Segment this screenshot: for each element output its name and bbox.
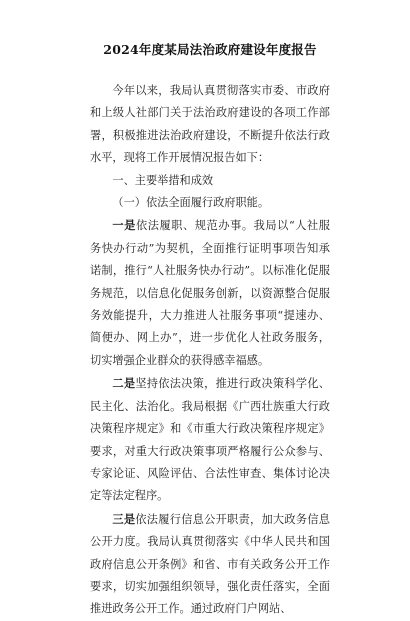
paragraph-1 bbox=[90, 214, 330, 372]
document-body bbox=[90, 80, 330, 621]
subsection-heading: （一）依法全面履行政府职能。 bbox=[112, 196, 270, 210]
paragraph-3-lead: 三是 bbox=[112, 511, 136, 526]
paragraph-2-text: 坚持依法决策，推进行政决策科学化、民主化、法治化。我局根据《广西壮族重大行政决策程序规定》和《市重大行政决策程序规定》要求，对重大行政决策事项严格履行公众参与、专家论证、风险评估、合法性审查、集体讨论决定等法定程序。 bbox=[90, 377, 330, 503]
paragraph-2 bbox=[90, 372, 330, 507]
paragraph-3-text: 依法履行信息公开职责，加大政务信息公开力度。我局认真贯彻落实《中华人民共和国政府信息公开条例》和省、市有关政务公开工作要求，切实加强组织领导，强化责任落实，全面推进政务公开工作。通过政府门户网站、 bbox=[90, 512, 330, 616]
intro-paragraph: 今年以来，我局认真贯彻落实市委、市政府和上级人社部门关于法治政府建设的各项工作部署，积极推进法治政府建设，不断提升依法行政水平，现将工作开展情况报告如下： bbox=[90, 84, 330, 165]
paragraph-1-text: 依法履职、规范办事。我局以“人社服务快办行动”为契机，全面推行证明事项告知承诺制，推行“人社服务快办行动”。以标准化促服务规范，以信息化促服务创新，以资源整合促服务效能提升，大力推进人社服务事项“提速办、简便办、网上办”，进一步优化人社政务服务，切实增强企业群众的获得感幸福感。 bbox=[90, 219, 330, 367]
paragraph-1-lead: 一是 bbox=[112, 218, 136, 233]
paragraph-3 bbox=[90, 508, 330, 621]
paragraph-2-lead: 二是 bbox=[112, 376, 136, 391]
section-heading: 一、主要举措和成效 bbox=[112, 173, 214, 187]
document-title: 2024年度某局法治政府建设年度报告 bbox=[103, 42, 317, 57]
